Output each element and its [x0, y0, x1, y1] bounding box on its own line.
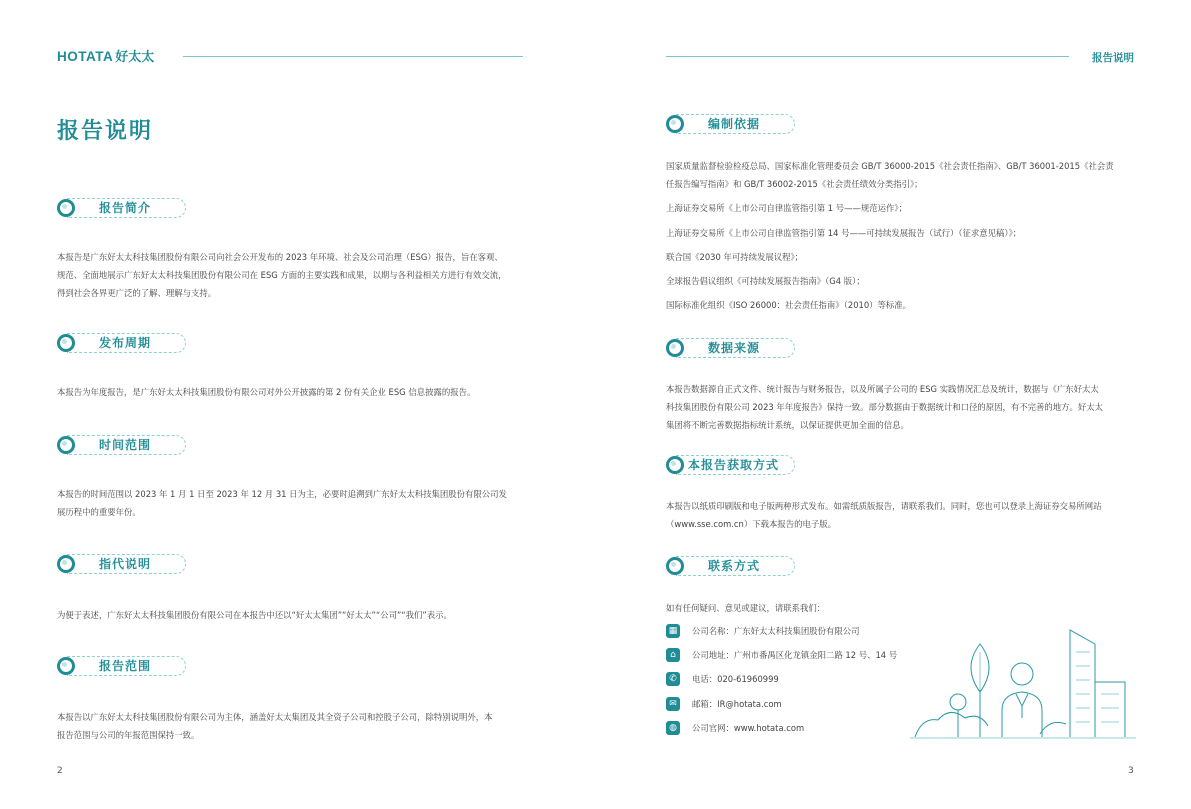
basis-line: 全球报告倡议组织《可持续发展报告指南》（G4 版）；: [666, 276, 865, 286]
mail-icon: ✉: [666, 697, 680, 711]
header-rule-left: [183, 56, 523, 57]
section-heading-label: 编制依据: [708, 117, 761, 131]
header-rule-right: [666, 56, 1069, 57]
section-heading-label: 报告范围: [99, 659, 152, 673]
contact-intro: 如有任何疑问、意见或建议，请联系我们：: [666, 603, 826, 613]
ring-icon: [57, 436, 75, 454]
section-heading-label: 本报告获取方式: [688, 458, 780, 472]
logo-en: HOTATA: [57, 49, 114, 64]
section-heading-label: 报告简介: [99, 201, 152, 215]
basis-line: 国家质量监督检验检疫总局、国家标准化管理委员会 GB/T 36000-2015《社会责任指南》、GB/T 36001-2015《社会责: [666, 161, 1114, 171]
section-heading-label: 时间范围: [99, 438, 152, 452]
section-body-scope: 本报告以广东好太太科技集团股份有限公司为主体，涵盖好太太集团及其全资子公司和控股子公司，除特别说明外，本 报告范围与公司的年报范围保持一致。: [57, 712, 493, 740]
section-body-time-range: 本报告的时间范围以 2023 年 1 月 1 日至 2023 年 12 月 31 日为主，必要时追溯到广东好太太科技集团股份有限公司发 展历程中的重要年份。: [57, 489, 507, 517]
page-title: 报告说明: [57, 119, 154, 144]
ring-icon: [666, 115, 684, 133]
ring-icon: [666, 456, 684, 474]
basis-line: 联合国《2030 年可持续发展议程》；: [666, 252, 804, 262]
ring-icon: [57, 199, 75, 217]
city-illustration: [910, 622, 1136, 740]
ring-icon: [57, 555, 75, 573]
ring-icon: [666, 557, 684, 575]
section-heading-label: 联系方式: [708, 559, 761, 573]
page-number-right: 3: [1128, 766, 1134, 776]
brand-logo: [57, 46, 154, 65]
building-icon: ▦: [666, 624, 680, 638]
globe-icon: ◍: [666, 721, 680, 735]
basis-line: 上海证券交易所《上市公司自律监管指引第 1 号——规范运作》；: [666, 203, 907, 213]
contact-website[interactable]: [666, 720, 804, 736]
section-body-reference: 为便于表述，广东好太太科技集团股份有限公司在本报告中还以“好太太集团”“好太太”“公司”“我们”表示。: [57, 610, 452, 620]
header-section-title: 报告说明: [1092, 52, 1134, 64]
basis-line: 上海证券交易所《上市公司自律监管指引第 14 号——可持续发展报告（试行）（征求意见稿）》；: [666, 228, 1022, 238]
basis-line: 任报告编写指南》和 GB/T 36002-2015《社会责任绩效分类指引》；: [666, 179, 923, 189]
ring-icon: [666, 339, 684, 357]
section-heading-label: 指代说明: [99, 557, 152, 571]
ring-icon: [57, 334, 75, 352]
basis-line: 国际标准化组织《ISO 26000：社会责任指南》（2010）等标准。: [666, 300, 912, 310]
phone-icon: ✆: [666, 672, 680, 686]
section-heading-label: 数据来源: [708, 341, 761, 355]
contact-email[interactable]: [666, 696, 782, 712]
section-heading-label: 发布周期: [99, 336, 152, 350]
section-body-intro: 本报告是广东好太太科技集团股份有限公司向社会公开发布的 2023 年环境、社会及公司治理（ESG）报告，旨在客观、 规范、全面地展示广东好太太科技集团股份有限公司在 ESG 方面的主要实践和成果，以期与各利益相关方进行有效交流， 得到社会各界更广泛的了解、理解与支持。: [57, 252, 507, 298]
contact-phone: ✆ 电话：020-61960999: [666, 671, 779, 687]
website-link[interactable]: 公司官网：www.hotata.com: [692, 723, 805, 733]
contact-address: ⌂ 公司地址：广州市番禺区化龙镇金阳二路 12 号、14 号: [666, 647, 897, 663]
contact-company: ▦ 公司名称：广东好太太科技集团股份有限公司: [666, 623, 860, 639]
email-link[interactable]: 邮箱：IR@hotata.com: [692, 699, 782, 709]
section-body-access: 本报告以纸质印刷版和电子版两种形式发布。如需纸质版报告，请联系我们。同时，您也可以登录上海证券交易所网站 （www.sse.com.cn）下载本报告的电子版。: [666, 501, 1102, 529]
section-body-data-source: 本报告数据源自正式文件、统计报告与财务报告，以及所属子公司的 ESG 实践情况汇总及统计，数据与《广东好太太 科技集团股份有限公司 2023 年年度报告》保持一致。部分数据由于数据统计和口径的原因，有不完善的地方。好太太 集团将不断完善数据指标统计系统，以保证提供更加全面的信息。: [666, 384, 1104, 430]
logo-cn: 好太太: [115, 49, 155, 64]
location-icon: ⌂: [666, 648, 680, 662]
section-body-cycle: 本报告为年度报告，是广东好太太科技集团股份有限公司对外公开披露的第 2 份有关企业 ESG 信息披露的报告。: [57, 387, 476, 397]
ring-icon: [57, 657, 75, 675]
page-number-left: 2: [57, 766, 63, 776]
